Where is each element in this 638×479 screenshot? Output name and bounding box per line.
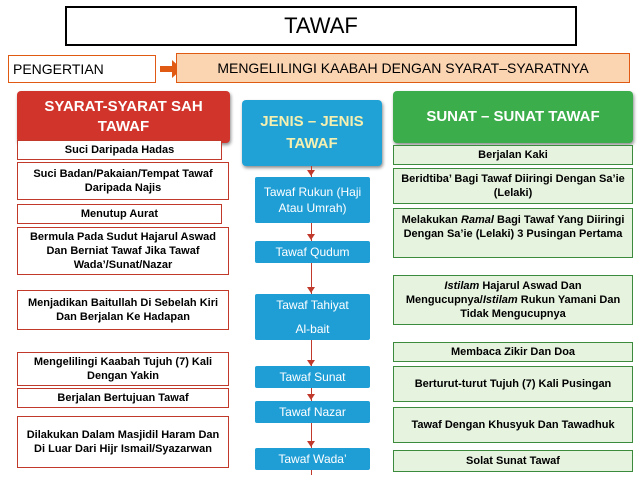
syarat-item: Bermula Pada Sudut Hajarul Aswad Dan Berniat Tawaf Jika Tawaf Wada’/Sunat/Nazar xyxy=(17,227,229,275)
sunat-text: Hajarul Aswad Dan Mengucupnya/ xyxy=(405,280,582,306)
sunat-item: Berjalan Kaki xyxy=(393,145,633,165)
sunat-item-ramal xyxy=(393,208,633,258)
pengertian-label: PENGERTIAN xyxy=(8,55,156,83)
arrow-down-icon xyxy=(307,287,315,293)
syarat-item: Mengelilingi Kaabah Tujuh (7) Kali Dengan Yakin xyxy=(17,352,229,386)
syarat-item: Menutup Aurat xyxy=(17,204,222,224)
arrow-down-icon xyxy=(307,234,315,240)
sunat-item-istilam xyxy=(393,275,633,325)
syarat-item: Suci Daripada Hadas xyxy=(17,140,222,160)
syarat-item: Menjadikan Baitullah Di Sebelah Kiri Dan Berjalan Ke Hadapan xyxy=(17,290,229,330)
syarat-item: Dilakukan Dalam Masjidil Haram Dan Di Luar Dari Hijr Ismail/Syazarwan xyxy=(17,416,229,468)
sunat-text-italic: Istilam xyxy=(444,280,480,292)
definition-box: MENGELILINGI KAABAH DENGAN SYARAT–SYARATNYA xyxy=(176,53,630,83)
sunat-item: Beridtiba’ Bagi Tawaf Diiringi Dengan Sa’ie (Lelaki) xyxy=(393,168,633,204)
jenis-item: Tawaf Wada’ xyxy=(255,448,370,470)
sunat-item: Berturut-turut Tujuh (7) Kali Pusingan xyxy=(393,366,633,402)
syarat-item: Berjalan Bertujuan Tawaf xyxy=(17,388,229,408)
sunat-header: SUNAT – SUNAT TAWAF xyxy=(393,91,633,143)
arrow-down-icon xyxy=(307,441,315,447)
sunat-text-italic: Ramal xyxy=(460,214,494,226)
syarat-header: SYARAT-SYARAT SAH TAWAF xyxy=(17,91,230,143)
jenis-item-label: Tawaf Tahiyat xyxy=(276,298,349,312)
jenis-item: Tawaf Nazar xyxy=(255,401,370,423)
syarat-item: Suci Badan/Pakaian/Tempat Tawaf Daripada Najis xyxy=(17,162,229,200)
sunat-item: Tawaf Dengan Khusyuk Dan Tawadhuk xyxy=(393,407,633,443)
jenis-header: JENIS – JENIS TAWAF xyxy=(242,100,382,166)
page-title: TAWAF xyxy=(65,6,577,46)
jenis-item: Tawaf Sunat xyxy=(255,366,370,388)
sunat-text-italic: Istilam xyxy=(482,294,518,306)
arrow-down-icon xyxy=(307,394,315,400)
jenis-item: Tawaf Rukun (Haji Atau Umrah) xyxy=(255,177,370,223)
jenis-item-tahiyat xyxy=(255,294,370,340)
sunat-text: Rukun Yamani Dan Tidak Mengucupnya xyxy=(460,294,621,320)
sunat-item: Solat Sunat Tawaf xyxy=(393,450,633,472)
jenis-item: Tawaf Qudum xyxy=(255,241,370,263)
sunat-text: Bagi Tawaf Yang Diiringi Dengan Sa’ie (Lelaki) 3 Pusingan Pertama xyxy=(403,214,625,240)
arrow-down-icon xyxy=(307,170,315,176)
sunat-text: Melakukan xyxy=(401,214,458,226)
sunat-item: Membaca Zikir Dan Doa xyxy=(393,342,633,362)
jenis-item-label: Al-bait xyxy=(295,322,330,336)
